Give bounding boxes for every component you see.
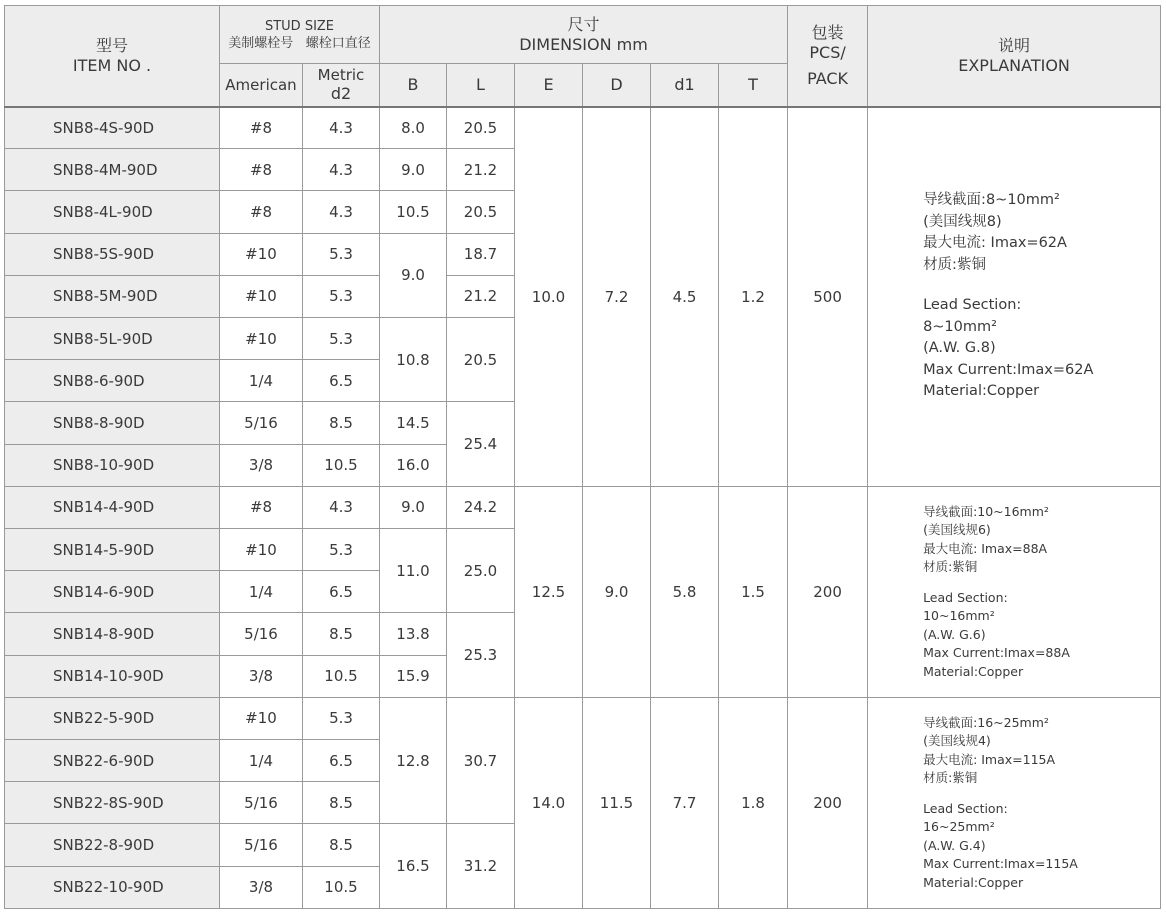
header-pack: 包装 PCS/ PACK — [788, 6, 868, 107]
pack-cell: 200 — [788, 486, 868, 697]
l-cell: 20.5 — [447, 191, 515, 233]
american-cell: #10 — [220, 529, 303, 571]
header-item-no: 型号 ITEM NO . — [5, 6, 220, 107]
metric-cell: 4.3 — [303, 486, 380, 528]
item-no-cell: SNB22-8S-90D — [5, 782, 220, 824]
l-cell: 20.5 — [447, 318, 515, 402]
american-cell: #10 — [220, 275, 303, 317]
explanation-cell: 导线截面:16~25mm² (美国线规4) 最大电流: Imax=115A 材质:紫铜 Lead Section: 16~25mm² (A.W. G.4) Max Current:Imax=115A Material:Copper — [868, 697, 1161, 908]
d1-cell: 7.7 — [651, 697, 719, 908]
item-no-cell: SNB22-5-90D — [5, 697, 220, 739]
metric-cell: 8.5 — [303, 782, 380, 824]
american-cell: #10 — [220, 318, 303, 360]
american-cell: 5/16 — [220, 613, 303, 655]
metric-cell: 6.5 — [303, 571, 380, 613]
b-cell: 10.8 — [380, 318, 447, 402]
header-d: D — [583, 64, 651, 107]
d-cell: 11.5 — [583, 697, 651, 908]
l-cell: 21.2 — [447, 149, 515, 191]
metric-cell: 4.3 — [303, 149, 380, 191]
e-cell: 14.0 — [515, 697, 583, 908]
item-no-cell: SNB14-8-90D — [5, 613, 220, 655]
metric-cell: 6.5 — [303, 360, 380, 402]
l-cell: 18.7 — [447, 233, 515, 275]
t-cell: 1.2 — [719, 107, 788, 487]
metric-cell: 6.5 — [303, 740, 380, 782]
metric-cell: 10.5 — [303, 866, 380, 908]
b-cell: 16.0 — [380, 444, 447, 486]
b-cell: 13.8 — [380, 613, 447, 655]
item-no-cell: SNB8-4S-90D — [5, 107, 220, 149]
american-cell: 1/4 — [220, 571, 303, 613]
table-row — [5, 697, 1161, 739]
item-no-cell: SNB14-4-90D — [5, 486, 220, 528]
t-cell: 1.8 — [719, 697, 788, 908]
item-no-cell: SNB22-10-90D — [5, 866, 220, 908]
item-no-cell: SNB8-5M-90D — [5, 275, 220, 317]
pack-cell: 200 — [788, 697, 868, 908]
b-cell: 15.9 — [380, 655, 447, 697]
b-cell: 10.5 — [380, 191, 447, 233]
header-t: T — [719, 64, 788, 107]
metric-cell: 8.5 — [303, 824, 380, 866]
american-cell: #8 — [220, 191, 303, 233]
american-cell: #8 — [220, 486, 303, 528]
d-cell: 9.0 — [583, 486, 651, 697]
american-cell: 5/16 — [220, 402, 303, 444]
american-cell: 5/16 — [220, 782, 303, 824]
american-cell: 5/16 — [220, 824, 303, 866]
b-cell: 11.0 — [380, 529, 447, 613]
item-no-cell: SNB14-10-90D — [5, 655, 220, 697]
item-no-cell: SNB8-6-90D — [5, 360, 220, 402]
metric-cell: 5.3 — [303, 233, 380, 275]
american-cell: #10 — [220, 697, 303, 739]
american-cell: 1/4 — [220, 740, 303, 782]
header-american: American — [220, 64, 303, 107]
product-spec-table — [4, 5, 1161, 909]
header-e: E — [515, 64, 583, 107]
pack-cell: 500 — [788, 107, 868, 487]
metric-cell: 5.3 — [303, 318, 380, 360]
item-no-cell: SNB8-4L-90D — [5, 191, 220, 233]
item-no-cell: SNB14-6-90D — [5, 571, 220, 613]
item-no-cell: SNB22-6-90D — [5, 740, 220, 782]
metric-cell: 5.3 — [303, 697, 380, 739]
d1-cell: 4.5 — [651, 107, 719, 487]
metric-cell: 5.3 — [303, 275, 380, 317]
metric-cell: 5.3 — [303, 529, 380, 571]
metric-cell: 4.3 — [303, 191, 380, 233]
metric-cell: 10.5 — [303, 444, 380, 486]
item-no-cell: SNB8-5S-90D — [5, 233, 220, 275]
american-cell: #10 — [220, 233, 303, 275]
l-cell: 24.2 — [447, 486, 515, 528]
d-cell: 7.2 — [583, 107, 651, 487]
american-cell: 3/8 — [220, 655, 303, 697]
item-no-cell: SNB8-8-90D — [5, 402, 220, 444]
d1-cell: 5.8 — [651, 486, 719, 697]
e-cell: 12.5 — [515, 486, 583, 697]
item-no-cell: SNB8-4M-90D — [5, 149, 220, 191]
e-cell: 10.0 — [515, 107, 583, 487]
item-no-cell: SNB14-5-90D — [5, 529, 220, 571]
header-b: B — [380, 64, 447, 107]
item-no-cell: SNB8-10-90D — [5, 444, 220, 486]
l-cell: 21.2 — [447, 275, 515, 317]
table-row — [5, 486, 1161, 528]
header-l: L — [447, 64, 515, 107]
american-cell: 3/8 — [220, 444, 303, 486]
header-dimension: 尺寸 DIMENSION mm — [380, 6, 788, 64]
american-cell: #8 — [220, 107, 303, 149]
item-no-cell: SNB8-5L-90D — [5, 318, 220, 360]
metric-cell: 4.3 — [303, 107, 380, 149]
b-cell: 16.5 — [380, 824, 447, 909]
american-cell: 3/8 — [220, 866, 303, 908]
header-d1: d1 — [651, 64, 719, 107]
header-stud-size: STUD SIZE 美制螺栓号 螺栓口直径 — [220, 6, 380, 64]
l-cell: 25.3 — [447, 613, 515, 697]
metric-cell: 8.5 — [303, 402, 380, 444]
table-row — [5, 107, 1161, 149]
b-cell: 9.0 — [380, 149, 447, 191]
explanation-cell: 导线截面:10~16mm² (美国线规6) 最大电流: Imax=88A 材质:紫铜 Lead Section: 10~16mm² (A.W. G.6) Max Current:Imax=88A Material:Copper — [868, 486, 1161, 697]
header-explanation: 说明 EXPLANATION — [868, 6, 1161, 107]
metric-cell: 8.5 — [303, 613, 380, 655]
item-no-cell: SNB22-8-90D — [5, 824, 220, 866]
b-cell: 12.8 — [380, 697, 447, 824]
b-cell: 9.0 — [380, 486, 447, 528]
l-cell: 25.4 — [447, 402, 515, 486]
explanation-cell: 导线截面:8~10mm² (美国线规8) 最大电流: Imax=62A 材质:紫铜 Lead Section: 8~10mm² (A.W. G.8) Max Current:Imax=62A Material:Copper — [868, 107, 1161, 487]
american-cell: #8 — [220, 149, 303, 191]
t-cell: 1.5 — [719, 486, 788, 697]
metric-cell: 10.5 — [303, 655, 380, 697]
b-cell: 14.5 — [380, 402, 447, 444]
l-cell: 30.7 — [447, 697, 515, 824]
l-cell: 20.5 — [447, 107, 515, 149]
l-cell: 31.2 — [447, 824, 515, 909]
l-cell: 25.0 — [447, 529, 515, 613]
b-cell: 8.0 — [380, 107, 447, 149]
b-cell: 9.0 — [380, 233, 447, 317]
header-metric-d2: Metric d2 — [303, 64, 380, 107]
american-cell: 1/4 — [220, 360, 303, 402]
